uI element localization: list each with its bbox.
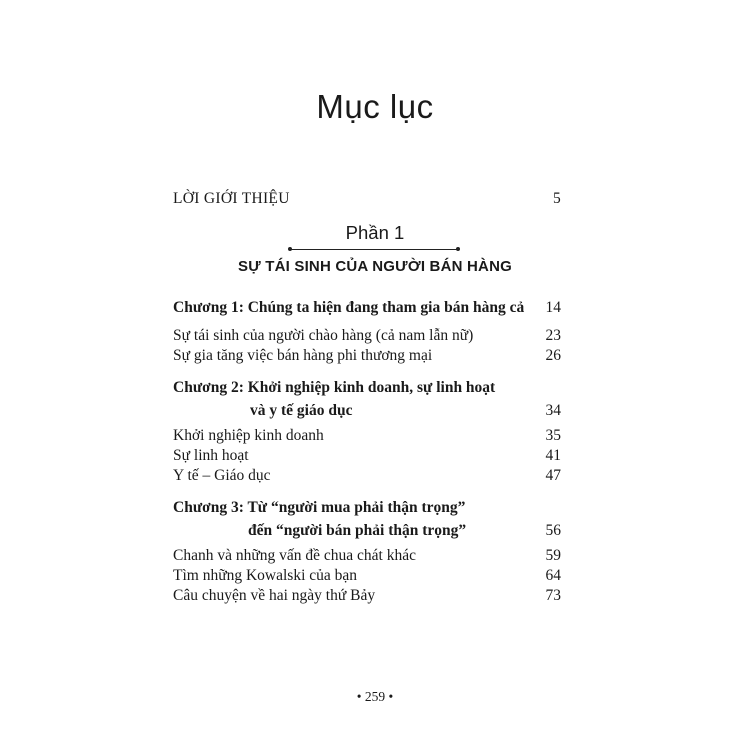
toc-section — [173, 326, 561, 346]
chapter-page: 34 — [545, 402, 561, 419]
part-label: Phần 1 — [345, 222, 405, 243]
chapter-page: 56 — [545, 522, 561, 539]
section-text: Sự gia tăng việc bán hàng phi thương mại — [173, 347, 433, 364]
part-title: SỰ TÁI SINH CỦA NGƯỜI BÁN HÀNG — [238, 258, 512, 275]
chapter-title-line1: Chương 3: Từ “người mua phải thận trọng” — [173, 499, 466, 516]
section-page: 59 — [545, 547, 561, 564]
chapter-title: Chương 1: Chúng ta hiện đang tham gia bán hàng cả — [173, 299, 525, 316]
section-text: Câu chuyện về hai ngày thứ Bảy — [173, 587, 376, 604]
toc-entry-intro — [173, 189, 561, 209]
page-number: • 259 • — [356, 689, 394, 704]
toc-entry-text: LỜI GIỚI THIỆU — [173, 190, 290, 207]
section-page: 26 — [545, 347, 561, 364]
toc-entry-page: 5 — [552, 190, 561, 207]
section-text: Sự tái sinh của người chào hàng (cả nam lẫn nữ) — [173, 327, 474, 344]
section-text: Chanh và những vấn đề chua chát khác — [173, 547, 416, 564]
section-page: 23 — [545, 327, 561, 344]
part-divider — [290, 249, 458, 250]
toc-section — [173, 346, 561, 366]
page-title: Mục lục — [316, 88, 434, 125]
toc-section — [173, 446, 561, 466]
section-page: 41 — [545, 447, 561, 464]
chapter-title-line1: Chương 2: Khởi nghiệp kinh doanh, sự linh hoạt — [173, 379, 496, 396]
toc-section — [173, 546, 561, 566]
chapter-title-line2: đến “người bán phải thận trọng” — [248, 522, 467, 539]
toc-chapter-1 — [173, 298, 561, 318]
toc-section — [173, 566, 561, 586]
chapter-title-line2: và y tế giáo dục — [250, 402, 353, 419]
section-page: 64 — [545, 567, 561, 584]
toc-section — [173, 466, 561, 486]
section-text: Sự linh hoạt — [173, 447, 249, 464]
chapter-page: 14 — [545, 299, 561, 316]
toc-chapter-2 — [173, 378, 561, 421]
section-page: 35 — [545, 427, 561, 444]
toc-section — [173, 426, 561, 446]
toc-section — [173, 586, 561, 606]
toc-chapter-3 — [173, 498, 561, 541]
section-text: Y tế – Giáo dục — [173, 467, 271, 484]
section-text: Tìm những Kowalski của bạn — [173, 567, 358, 584]
section-page: 47 — [545, 467, 561, 484]
section-text: Khởi nghiệp kinh doanh — [173, 427, 324, 444]
section-page: 73 — [545, 587, 561, 604]
